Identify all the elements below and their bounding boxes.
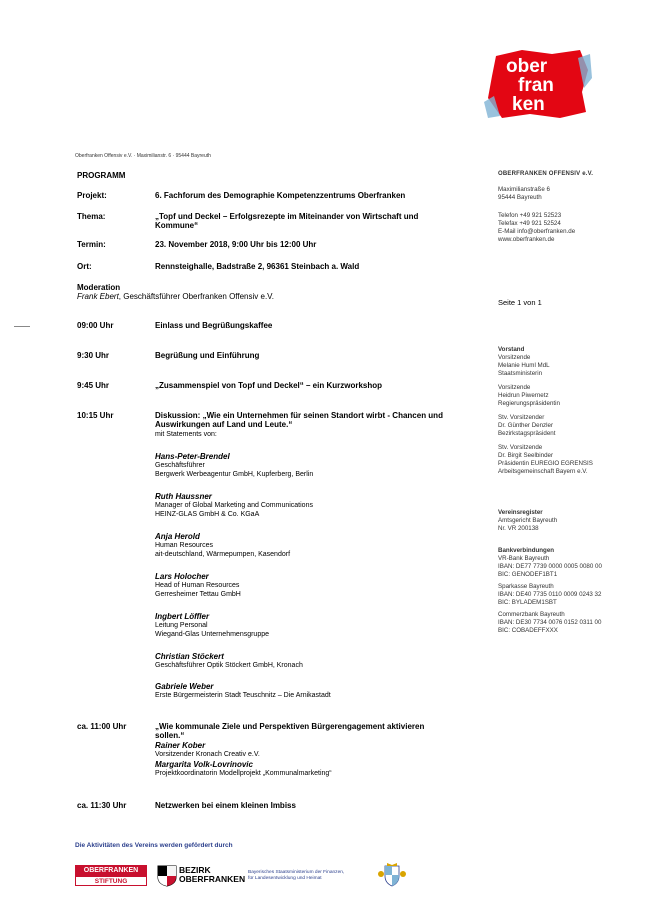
speaker-name: Lars Holocher [155,572,209,581]
phone: Telefon +49 921 52523 [498,212,562,219]
item-1100-line-2: sollen.“ [155,731,185,740]
item-0900: Einlass und Begrüßungskaffee [155,321,273,330]
vorstand-title: Regierungspräsidentin [498,400,560,407]
speaker-line-2: HEINZ-GLAS GmbH & Co. KGaA [155,511,260,518]
register-line: Amtsgericht Bayreuth [498,517,558,524]
speaker-name: Ingbert Löffler [155,612,210,621]
item-0930: Begrüßung und Einführung [155,351,260,360]
item-1015-line-2: Auswirkungen auf Land und Leute.“ [155,420,293,429]
logo-line-2: fran [518,75,554,96]
thema-line-2: Kommune“ [155,221,199,230]
speaker-name: Christian Stöckert [155,652,224,661]
speaker-line-1: Geschäftsführer [155,462,205,469]
bank-bic: BIC: BYLADEM1SBT [498,599,557,606]
vorstand-role: Stv. Vorsitzender [498,414,545,421]
vorstand-title: Arbeitsgemeinschaft Bayern e.V. [498,468,588,475]
speaker-line-1: Leitung Personal [155,622,208,629]
register-line: Nr. VR 200138 [498,525,539,532]
fax: Telefax +49 921 52524 [498,220,561,227]
oberfranken-stiftung-logo [75,865,147,887]
moderator-name: Frank Ebert [77,292,119,301]
bezirk-line-2: OBERFRANKEN [179,874,246,884]
speaker-name: Gabriele Weber [155,682,214,691]
register-heading: Vereinsregister [498,509,543,516]
bank-iban: IBAN: DE77 7739 0000 0005 0080 00 [498,563,602,570]
bavaria-coat-of-arms-icon [377,862,407,888]
bank-bic: BIC: GENODEF1BT1 [498,571,558,578]
projekt-label: Projekt: [77,191,107,200]
logo-line-1: ober [506,56,548,77]
bavaria-ministry-text [248,870,378,882]
speaker-name: Anja Herold [155,532,200,541]
website: www.oberfranken.de [498,236,555,243]
bezirk-line-1: BEZIRK [179,865,211,875]
moderator-line [77,292,274,301]
sidebar-contact [498,212,628,244]
projekt-value: 6. Fachforum des Demographie Kompetenzzentrums Oberfranken [155,191,406,200]
bank-name: VR-Bank Bayreuth [498,555,550,562]
vorstand-role: Vorsitzende [498,354,531,361]
speaker-name: Ruth Haussner [155,492,212,501]
bank-heading: Bankverbindungen [498,547,555,554]
item-1130: Netzwerken bei einem kleinen Imbiss [155,801,296,810]
vorstand-role: Vorsitzende [498,384,531,391]
thema-line-1: „Topf und Deckel – Erfolgsrezepte im Miteinander von Wirtschaft und [155,212,419,221]
speaker-line-1: Projektkoordinatorin Modellprojekt „Kommunalmarketing“ [155,770,332,777]
vorstand-role: Stv. Vorsitzende [498,444,543,451]
bank-bic: BIC: COBADEFFXXX [498,627,558,634]
speaker-line-1: Human Resources [155,542,213,549]
sidebar-banks [498,547,628,635]
program-heading: PROGRAMM [77,171,126,180]
address-line: 95444 Bayreuth [498,194,542,201]
bank-iban: IBAN: DE30 7734 0076 0152 0311 00 [498,619,602,626]
time-1130: ca. 11:30 Uhr [77,801,127,810]
termin-value: 23. November 2018, 9:00 Uhr bis 12:00 Uhr [155,240,317,249]
vorstand-title: Präsidentin EUREGIO EGRENSIS [498,460,593,467]
speaker-name: Margarita Volk-Lovrinovic [155,760,253,769]
stiftung-top: OBERFRANKEN [75,865,147,876]
vorstand-title: Staatsministerin [498,370,543,377]
speaker-line-1: Manager of Global Marketing and Communications [155,502,313,509]
ort-label: Ort: [77,262,92,271]
address-line: Maximilianstraße 6 [498,186,550,193]
termin-label: Termin: [77,240,106,249]
speaker-line-1: Erste Bürgermeisterin Stadt Teuschnitz – Die Arnikastadt [155,692,331,699]
vorstand-name: Heidrun Piwernetz [498,392,549,399]
sidebar-vorstand [498,346,628,476]
ministry-line-1: Bayerisches Staatsministerium der Finanzen, [248,870,345,875]
time-0945: 9:45 Uhr [77,381,110,390]
page-indicator: Seite 1 von 1 [498,298,542,307]
sidebar-register [498,509,628,533]
email: E-Mail info@oberfranken.de [498,228,576,235]
fold-mark [14,326,30,327]
time-1100: ca. 11:00 Uhr [77,722,127,731]
time-0900: 09:00 Uhr [77,321,114,330]
bezirk-crest-icon [157,865,177,887]
speaker-name: Rainer Kober [155,741,206,750]
speaker-line-2: ait-deutschland, Wärmepumpen, Kasendorf [155,551,291,558]
bank-name: Commerzbank Bayreuth [498,611,565,618]
logo-line-3: ken [512,94,545,115]
time-0930: 9:30 Uhr [77,351,110,360]
time-1015: 10:15 Uhr [77,411,114,420]
speaker-line-1: Vorsitzender Kronach Creativ e.V. [155,751,260,758]
sender-line: Oberfranken Offensiv e.V. · Maximilianstr. 6 · 95444 Bayreuth [75,153,211,159]
speaker-name: Hans-Peter-Brendel [155,452,230,461]
ort-value: Rennsteighalle, Badstraße 2, 96361 Steinbach a. Wald [155,262,360,271]
speaker-line-1: Geschäftsführer Optik Stöckert GmbH, Kronach [155,662,303,669]
moderator-role: , Geschäftsführer Oberfranken Offensiv e.V. [118,292,274,301]
speaker-line-2: Gerresheimer Tettau GmbH [155,591,241,598]
ministry-line-2: für Landesentwicklung und Heimat [248,876,322,881]
speaker-line-2: Wiegand-Glas Unternehmensgruppe [155,631,270,638]
item-0945: „Zusammenspiel von Topf und Deckel“ – ein Kurzworkshop [155,381,382,390]
vorstand-heading: Vorstand [498,346,525,353]
speaker-line-1: Head of Human Resources [155,582,240,589]
item-1100-line-1: „Wie kommunale Ziele und Perspektiven Bürgerengagement aktivieren [155,722,425,731]
vorstand-name: Melanie Huml MdL [498,362,550,369]
bank-name: Sparkasse Bayreuth [498,583,554,590]
moderation-label: Moderation [77,283,121,292]
item-1015-sub: mit Statements von: [155,431,217,438]
vorstand-title: Bezirkstagspräsident [498,430,556,437]
sidebar-org-name: OBERFRANKEN OFFENSIV e.V. [498,171,594,177]
speaker-line-2: Bergwerk Werbeagentur GmbH, Kupferberg, Berlin [155,471,314,478]
stiftung-bottom: STIFTUNG [75,876,147,886]
bezirk-oberfranken-logo [157,865,246,892]
thema-label: Thema: [77,212,106,221]
oberfranken-logo [482,48,592,120]
vorstand-name: Dr. Günther Denzler [498,422,554,429]
sponsor-note: Die Aktivitäten des Vereins werden gefördert durch [75,842,233,849]
bank-iban: IBAN: DE40 7735 0110 0009 0243 32 [498,591,602,598]
item-1015-line-1: Diskussion: „Wie ein Unternehmen für seinen Standort wirbt - Chancen und [155,411,443,420]
vorstand-name: Dr. Birgit Seelbinder [498,452,554,459]
sidebar-address [498,186,628,202]
